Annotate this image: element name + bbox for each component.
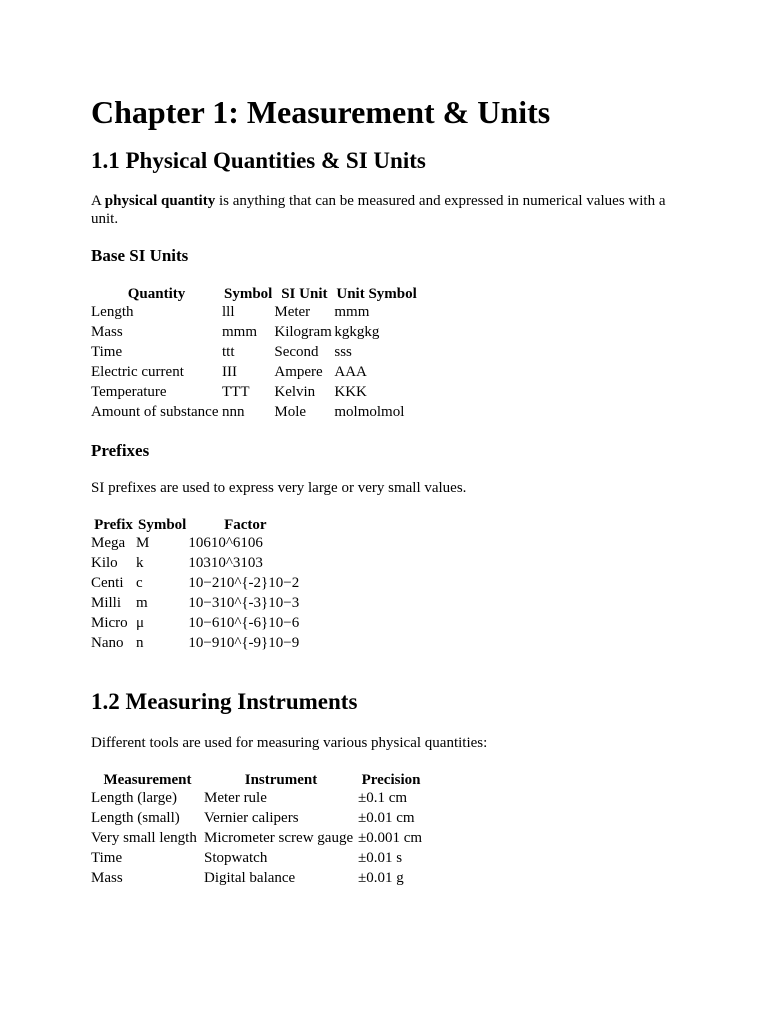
table-cell: kgkgkg [334,324,380,340]
table-cell: ±0.01 g [358,870,404,886]
table-cell: Electric current [91,364,184,380]
table-row [91,830,424,850]
table-cell: Very small length [91,830,197,846]
table-cell: Centi [91,575,124,591]
instruments-table [91,770,424,890]
table-cell: Meter [274,304,311,320]
table-cell: III [222,364,237,380]
table-cell: AAA [334,364,367,380]
table-row [91,575,302,595]
column-header: Instrument [244,771,318,788]
column-header: Symbol [224,285,273,302]
section-heading-physical-quantities: 1.1 Physical Quantities & SI Units [91,148,426,173]
column-header: Unit Symbol [336,285,417,302]
table-cell: μ [136,615,145,631]
table-cell: sss [334,344,352,360]
table-cell: 10−210^{-2}10−2 [188,575,300,591]
table-row [91,870,424,890]
table-cell: c [136,575,143,591]
column-header: Precision [361,771,421,788]
table-cell: Length (large) [91,790,177,806]
table-cell: Amount of substance [91,404,219,420]
table-cell: Length [91,304,134,320]
table-cell: k [136,555,144,571]
prefixes-table [91,515,302,655]
table-cell: mmm [222,324,258,340]
table-row [91,535,302,555]
column-header: Factor [224,516,267,533]
column-header: Symbol [138,516,187,533]
table-header-row [91,515,302,535]
table-cell: 10310^3103 [188,555,263,571]
table-cell: Mass [91,324,123,340]
table-header-row [91,770,424,790]
page-title: Chapter 1: Measurement & Units [91,94,551,130]
table-row [91,790,424,810]
table-row [91,850,424,870]
table-cell: M [136,535,150,551]
column-header: Quantity [127,285,186,302]
table-row [91,304,419,324]
table-row [91,344,419,364]
table-cell: ±0.001 cm [358,830,423,846]
table-cell: n [136,635,144,651]
column-header: Prefix [94,516,133,533]
table-row [91,555,302,575]
intro-paragraph [91,192,681,228]
table-cell: lll [222,304,235,320]
table-cell: Length (small) [91,810,180,826]
base-si-units-table [91,284,419,424]
table-cell: Ampere [274,364,323,380]
table-cell: Micrometer screw gauge [204,830,354,846]
table-row [91,384,419,404]
table-cell: Nano [91,635,124,651]
table-cell: ±0.1 cm [358,790,408,806]
table-row [91,810,424,830]
table-cell: ±0.01 s [358,850,403,866]
column-header: SI Unit [281,285,328,302]
table-cell: 10−910^{-9}10−9 [188,635,300,651]
prefixes-heading: Prefixes [91,441,150,460]
table-cell: Digital balance [204,870,296,886]
table-cell: mmm [334,304,370,320]
table-cell: m [136,595,148,611]
column-header: Measurement [103,771,192,788]
table-cell: Kelvin [274,384,316,400]
base-si-units-heading: Base SI Units [91,246,189,265]
table-row [91,404,419,424]
table-cell: 10610^6106 [188,535,263,551]
table-cell: nnn [222,404,245,420]
table-cell: Micro [91,615,128,631]
table-cell: Time [91,344,123,360]
table-cell: 10−610^{-6}10−6 [188,615,300,631]
table-cell: Stopwatch [204,850,268,866]
table-cell: Mole [274,404,307,420]
table-cell: Kilogram [274,324,332,340]
table-cell: KKK [334,384,367,400]
table-row [91,324,419,344]
table-cell: ttt [222,344,235,360]
table-cell: Second [274,344,319,360]
section-heading-measuring-instruments: 1.2 Measuring Instruments [91,689,358,714]
table-cell: Meter rule [204,790,267,806]
intro-prefix: A [91,193,105,209]
table-cell: molmolmol [334,404,405,420]
table-row [91,595,302,615]
table-row [91,615,302,635]
table-cell: Milli [91,595,122,611]
table-cell: Kilo [91,555,118,571]
intro-bold-term: physical quantity [104,193,216,209]
table-header-row [91,284,419,304]
table-cell: Temperature [91,384,167,400]
table-cell: Vernier calipers [204,810,299,826]
table-cell: 10−310^{-3}10−3 [188,595,300,611]
instruments-paragraph: Different tools are used for measuring various physical quantities: [91,735,488,751]
table-row [91,635,302,655]
table-row [91,364,419,384]
table-cell: TTT [222,384,250,400]
prefixes-paragraph: SI prefixes are used to express very large or very small values. [91,480,467,496]
table-cell: Mega [91,535,126,551]
table-cell: Mass [91,870,123,886]
table-cell: ±0.01 cm [358,810,415,826]
table-cell: Time [91,850,123,866]
intro-suffix: is anything that can be measured and expressed in numerical values with a unit. [91,193,666,227]
